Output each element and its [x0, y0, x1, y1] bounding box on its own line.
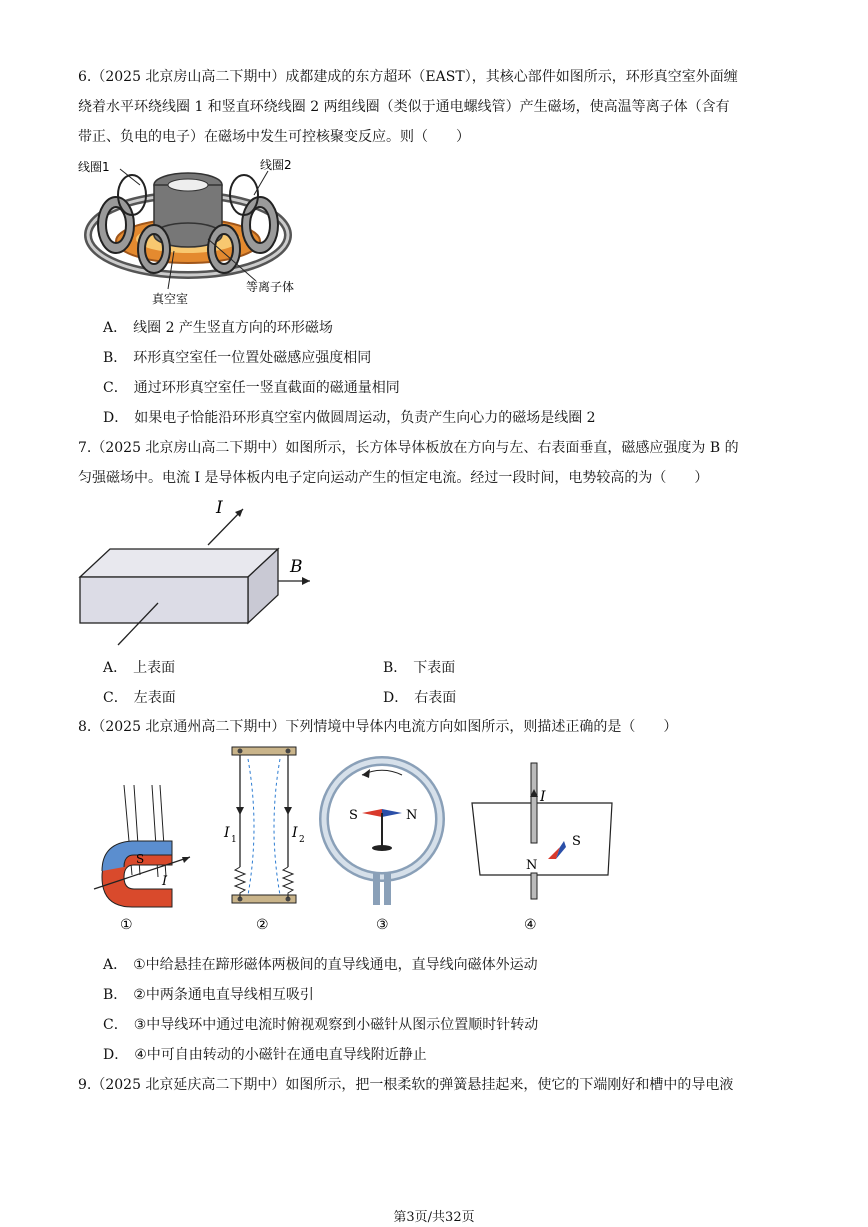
q8-scene4-label-s: S: [572, 834, 581, 849]
option-key: C．: [103, 380, 128, 396]
q7-option-d[interactable]: [383, 688, 456, 708]
option-text: ④中可自由转动的小磁针在通电直导线附近静止: [134, 1047, 427, 1063]
option-text: 左表面: [133, 690, 176, 706]
q6-stem-line-3: 带正、负电的电子）在磁场中发生可控核聚变反应。则（ ）: [78, 129, 470, 145]
option-text: ②中两条通电直导线相互吸引: [133, 987, 314, 1003]
option-text: 通过环形真空室任一竖直截面的磁通量相同: [133, 380, 400, 396]
q8-scene2-sub-2: 2: [299, 835, 305, 845]
q8-option-b[interactable]: [103, 985, 314, 1005]
q8-option-a[interactable]: [103, 955, 538, 975]
q6-tokamak-figure: [78, 155, 298, 305]
option-key: B．: [103, 350, 128, 366]
q8-four-scenarios-figure: [80, 745, 640, 937]
q8-scene-1-horseshoe-magnet: [94, 785, 190, 933]
q8-scene2-label-i2: I: [292, 825, 298, 841]
q8-scene1-label-current: I: [162, 874, 168, 889]
option-key: C．: [103, 690, 128, 706]
q7-stem-line-1: 7.（2025 北京房山高二下期中）如图所示，长方体导体板放在方向与左、右表面垂直，磁感应强度为 B 的: [78, 440, 739, 456]
q8-scene-3-wire-loop: [324, 761, 440, 933]
option-text: 线圈 2 产生竖直方向的环形磁场: [133, 320, 333, 336]
option-text: ①中给悬挂在蹄形磁体两极间的直导线通电，直导线向磁体外运动: [133, 957, 538, 973]
q6-option-c[interactable]: [103, 378, 400, 398]
q8-option-d[interactable]: [103, 1045, 427, 1065]
q8-scene4-label-current: I: [540, 789, 546, 805]
option-text: 右表面: [414, 690, 457, 706]
option-text: 上表面: [133, 660, 176, 676]
q8-caption-4: ④: [524, 917, 537, 933]
q7-label-current: I: [216, 498, 223, 518]
option-key: A．: [103, 660, 128, 676]
option-key: D．: [103, 1047, 129, 1063]
option-key: B．: [383, 660, 408, 676]
q8-scene3-label-n: N: [406, 808, 418, 823]
option-key: B．: [103, 987, 128, 1003]
q7-conductor-plate-figure: [78, 495, 328, 650]
q8-scene-4-straight-wire: [472, 763, 612, 933]
option-key: A．: [103, 320, 128, 336]
q8-scene3-label-s: S: [349, 808, 358, 823]
q8-caption-1: ①: [120, 917, 133, 933]
option-text: 如果电子恰能沿环形真空室内做圆周运动，负责产生向心力的磁场是线圈 2: [134, 410, 596, 426]
q8-caption-2: ②: [256, 917, 269, 933]
q8-scene2-label-i1: I: [224, 825, 230, 841]
option-key: D．: [103, 410, 129, 426]
option-key: C．: [103, 1017, 128, 1033]
q8-caption-3: ③: [376, 917, 389, 933]
q7-option-c[interactable]: [103, 688, 176, 708]
option-text: 环形真空室任一位置处磁感应强度相同: [133, 350, 372, 366]
q6-stem-line-1: 6.（2025 北京房山高二下期中）成都建成的东方超环（EAST），其核心部件如图所示，环形真空室外面缠: [78, 69, 738, 85]
q6-option-a[interactable]: [103, 318, 333, 338]
option-text: 下表面: [413, 660, 456, 676]
q7-label-field: B: [290, 557, 303, 577]
q6-label-plasma: 等离子体: [246, 280, 295, 294]
q6-label-coil2: 线圈2: [260, 158, 292, 172]
q6-stem-line-2: 绕着水平环绕线圈 1 和竖直环绕线圈 2 两组线圈（类似于通电螺线管）产生磁场，使高温等离子体（含有: [78, 99, 730, 115]
option-key: A．: [103, 957, 128, 973]
q6-label-coil1: 线圈1: [78, 160, 110, 174]
option-key: D．: [383, 690, 409, 706]
q6-option-b[interactable]: [103, 348, 371, 368]
q6-option-d[interactable]: [103, 408, 596, 428]
q8-scene2-sub-1: 1: [231, 835, 237, 845]
option-text: ③中导线环中通过电流时俯视观察到小磁针从图示位置顺时针转动: [133, 1017, 539, 1033]
q6-label-chamber: 真空室: [152, 292, 189, 305]
q8-scene1-label-s: S: [136, 852, 145, 866]
q7-option-a[interactable]: [103, 658, 175, 678]
q8-scene4-label-n: N: [526, 858, 538, 873]
q8-option-c[interactable]: [103, 1015, 538, 1035]
page-footer: 第3页/共32页: [393, 1210, 475, 1225]
q8-stem-line-1: 8.（2025 北京通州高二下期中）下列情境中导体内电流方向如图所示，则描述正确的是（ ）: [78, 719, 678, 735]
q7-stem-line-2: 匀强磁场中。电流 I 是导体板内电子定向运动产生的恒定电流。经过一段时间，电势较高的为（ ）: [78, 470, 709, 486]
q8-scene-2-parallel-wires: [223, 747, 305, 933]
q7-option-b[interactable]: [383, 658, 455, 678]
q9-stem-line-1: 9.（2025 北京延庆高二下期中）如图所示，把一根柔软的弹簧悬挂起来，使它的下端刚好和槽中的导电液: [78, 1077, 734, 1093]
